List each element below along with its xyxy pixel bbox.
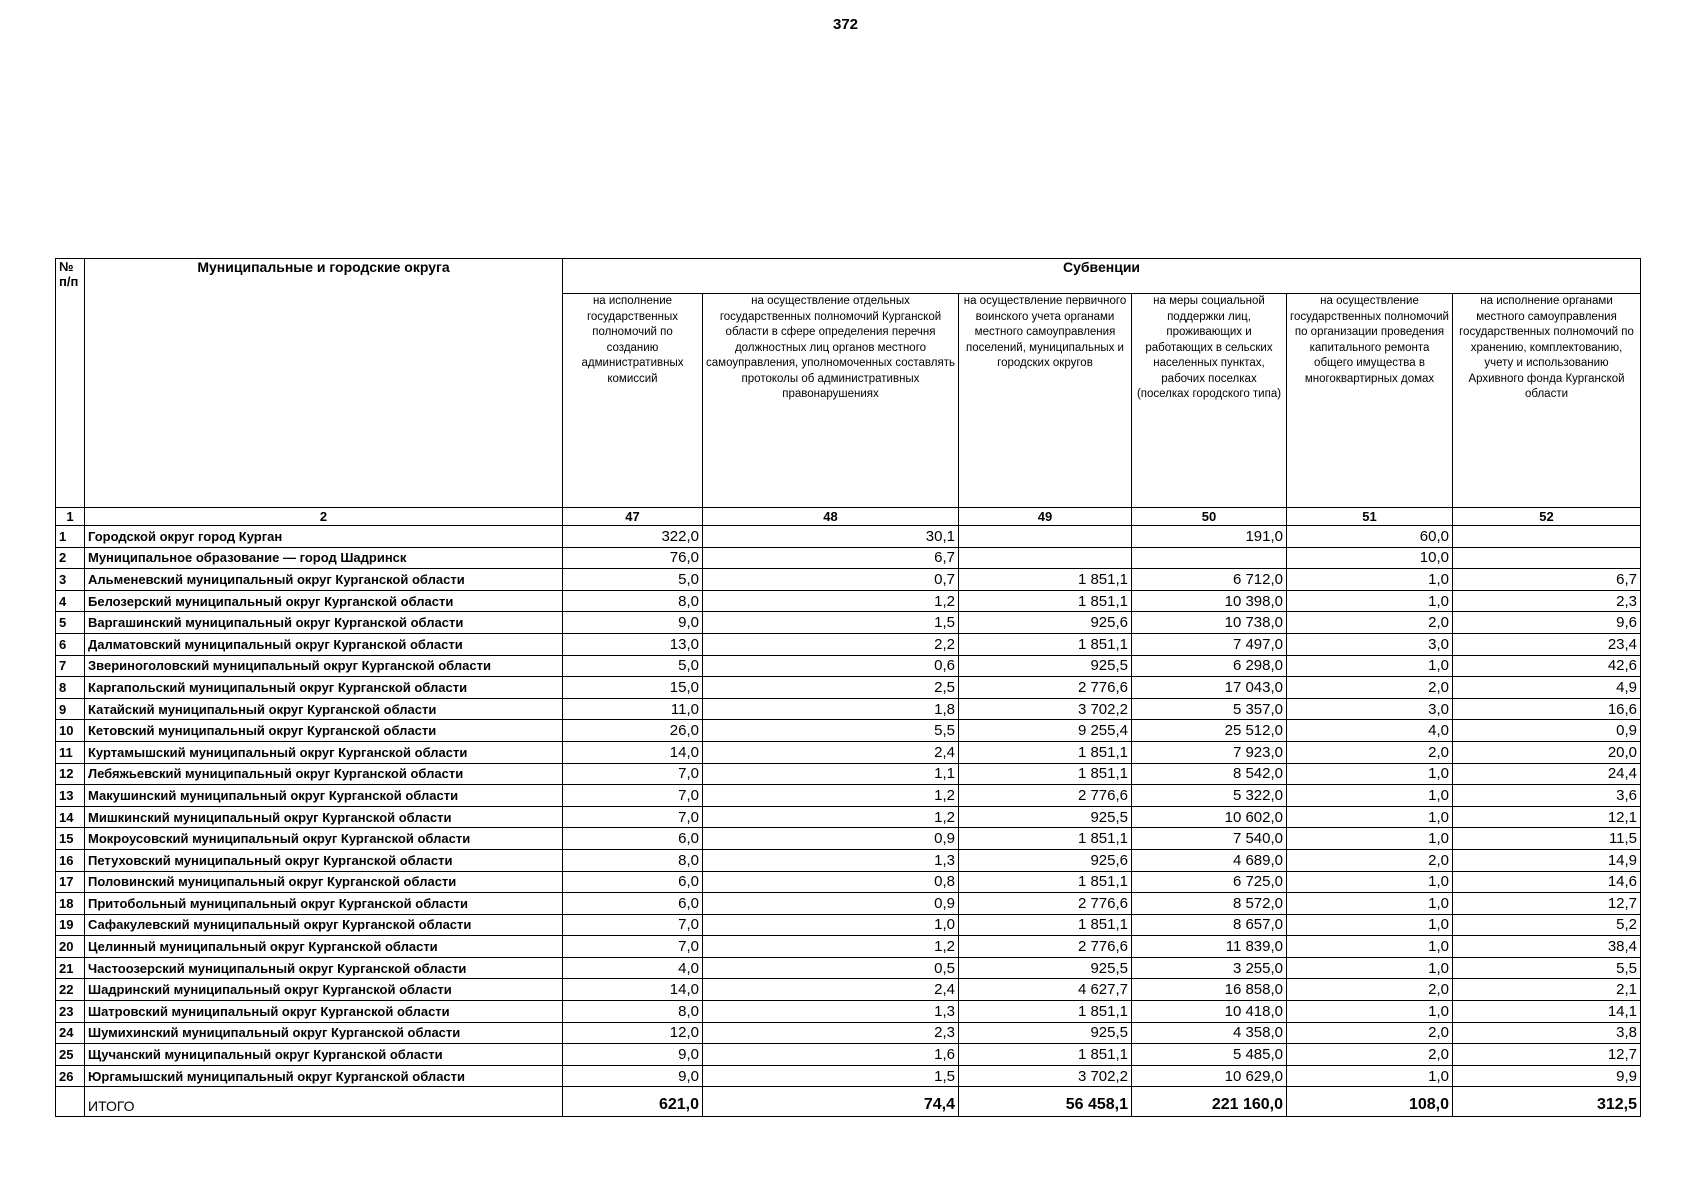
value-cell: 4,0 [1287,720,1453,742]
value-cell [959,526,1132,548]
total-value: 74,4 [703,1087,959,1117]
value-cell: 7,0 [563,785,703,807]
value-cell: 26,0 [563,720,703,742]
table-body [56,526,1641,1087]
value-cell: 0,6 [703,655,959,677]
value-cell: 1 851,1 [959,763,1132,785]
column-number: 2 [85,508,563,526]
value-cell: 1,0 [1287,1001,1453,1023]
value-cell: 322,0 [563,526,703,548]
value-cell: 2,0 [1287,741,1453,763]
value-cell: 1,5 [703,1065,959,1087]
row-number: 20 [56,936,85,958]
value-cell: 1,0 [1287,893,1453,915]
value-cell: 6,0 [563,893,703,915]
value-cell: 10 602,0 [1132,806,1287,828]
okrug-name: Городской округ город Курган [85,526,563,548]
table-row [56,893,1641,915]
value-cell: 1,0 [1287,806,1453,828]
row-number: 18 [56,893,85,915]
value-cell: 3 702,2 [959,698,1132,720]
table-row [56,698,1641,720]
value-cell: 8,0 [563,590,703,612]
value-cell: 2,4 [703,741,959,763]
value-cell: 10,0 [1287,547,1453,569]
value-cell: 2,2 [703,633,959,655]
row-number: 25 [56,1044,85,1066]
value-cell: 16,6 [1453,698,1641,720]
row-number: 12 [56,763,85,785]
value-cell: 0,9 [1453,720,1641,742]
value-cell: 1,0 [1287,785,1453,807]
value-cell: 10 398,0 [1132,590,1287,612]
value-cell: 1,0 [703,914,959,936]
value-cell: 8,0 [563,1001,703,1023]
value-cell: 8 572,0 [1132,893,1287,915]
value-cell: 9,0 [563,1065,703,1087]
value-cell: 1,0 [1287,828,1453,850]
value-cell: 42,6 [1453,655,1641,677]
okrug-name: Щучанский муниципальный округ Курганской области [85,1044,563,1066]
table-row [56,741,1641,763]
table-row [56,1001,1641,1023]
value-cell: 14,0 [563,741,703,763]
value-cell: 191,0 [1132,526,1287,548]
row-number: 2 [56,547,85,569]
column-number-row [56,508,1641,526]
value-cell: 925,6 [959,849,1132,871]
table-row [56,633,1641,655]
row-number: 22 [56,979,85,1001]
value-cell: 30,1 [703,526,959,548]
table-row [56,526,1641,548]
column-number: 50 [1132,508,1287,526]
header-sub-48: на осуществление отдельных государственных полномочий Курганской области в сфере определения перечня должностных лиц органов местного самоуправления, уполномоченных составлять протоколы об административных правонарушениях [703,294,959,508]
page-number: 372 [832,16,859,33]
okrug-name: Каргапольский муниципальный округ Курганской области [85,677,563,699]
header-sub-51: на осуществление государственных полномочий по организации проведения капитального ремонта общего имущества в многоквартирных домах [1287,294,1453,508]
header-num: № п/п [56,259,85,508]
column-number: 47 [563,508,703,526]
value-cell: 2,5 [703,677,959,699]
value-cell: 7 923,0 [1132,741,1287,763]
value-cell: 7,0 [563,763,703,785]
total-value: 221 160,0 [1132,1087,1287,1117]
okrug-name: Мокроусовский муниципальный округ Курганской области [85,828,563,850]
value-cell: 1 851,1 [959,828,1132,850]
okrug-name: Сафакулевский муниципальный округ Курганской области [85,914,563,936]
column-number: 1 [56,508,85,526]
column-number: 49 [959,508,1132,526]
value-cell: 12,1 [1453,806,1641,828]
value-cell: 7,0 [563,806,703,828]
value-cell: 9,6 [1453,612,1641,634]
value-cell: 6 712,0 [1132,569,1287,591]
value-cell: 1 851,1 [959,914,1132,936]
value-cell: 2 776,6 [959,677,1132,699]
value-cell: 5 357,0 [1132,698,1287,720]
okrug-name: Притобольный муниципальный округ Курганской области [85,893,563,915]
value-cell: 13,0 [563,633,703,655]
value-cell: 3,0 [1287,698,1453,720]
header-sub-47: на исполнение государственных полномочий по созданию административных комиссий [563,294,703,508]
value-cell: 2,0 [1287,1022,1453,1044]
okrug-name: Шадринский муниципальный округ Курганской области [85,979,563,1001]
table-row [56,763,1641,785]
header-subventions: Субвенции [563,259,1641,294]
row-number: 1 [56,526,85,548]
table-row [56,655,1641,677]
total-value: 621,0 [563,1087,703,1117]
value-cell: 60,0 [1287,526,1453,548]
row-number: 16 [56,849,85,871]
value-cell: 6,7 [1453,569,1641,591]
value-cell: 10 738,0 [1132,612,1287,634]
value-cell: 10 629,0 [1132,1065,1287,1087]
value-cell: 0,5 [703,957,959,979]
value-cell: 2 776,6 [959,936,1132,958]
value-cell: 2,3 [1453,590,1641,612]
table-row [56,849,1641,871]
value-cell: 2,4 [703,979,959,1001]
value-cell: 1 851,1 [959,633,1132,655]
okrug-name: Далматовский муниципальный округ Курганской области [85,633,563,655]
header-sub-50: на меры социальной поддержки лиц, проживающих и работающих в сельских населенных пунктах, рабочих поселках (поселках городского типа) [1132,294,1287,508]
row-number: 13 [56,785,85,807]
value-cell [1453,547,1641,569]
okrug-name: Юргамышский муниципальный округ Курганской области [85,1065,563,1087]
value-cell: 1,0 [1287,871,1453,893]
value-cell: 14,1 [1453,1001,1641,1023]
value-cell: 1,2 [703,590,959,612]
table-row [56,979,1641,1001]
value-cell: 0,9 [703,828,959,850]
value-cell: 3,0 [1287,633,1453,655]
okrug-name: Звериноголовский муниципальный округ Курганской области [85,655,563,677]
value-cell: 5,5 [1453,957,1641,979]
value-cell: 14,6 [1453,871,1641,893]
value-cell: 12,7 [1453,893,1641,915]
value-cell: 1,0 [1287,590,1453,612]
value-cell: 76,0 [563,547,703,569]
value-cell: 2,1 [1453,979,1641,1001]
value-cell: 2,0 [1287,849,1453,871]
value-cell: 5,0 [563,655,703,677]
value-cell: 1 851,1 [959,1044,1132,1066]
value-cell: 6,0 [563,871,703,893]
value-cell: 1,0 [1287,569,1453,591]
value-cell: 11,0 [563,698,703,720]
value-cell: 1,0 [1287,914,1453,936]
table-row [56,785,1641,807]
value-cell: 0,7 [703,569,959,591]
total-value: 108,0 [1287,1087,1453,1117]
row-number: 10 [56,720,85,742]
value-cell: 25 512,0 [1132,720,1287,742]
table-row [56,612,1641,634]
value-cell: 1,0 [1287,1065,1453,1087]
value-cell: 9,9 [1453,1065,1641,1087]
table-row [56,914,1641,936]
value-cell: 4,0 [563,957,703,979]
row-number: 26 [56,1065,85,1087]
value-cell: 11 839,0 [1132,936,1287,958]
row-number: 15 [56,828,85,850]
okrug-name: Шумихинский муниципальный округ Курганской области [85,1022,563,1044]
value-cell: 1,0 [1287,957,1453,979]
table-row [56,957,1641,979]
value-cell: 4 627,7 [959,979,1132,1001]
value-cell: 925,5 [959,655,1132,677]
value-cell: 6 298,0 [1132,655,1287,677]
value-cell: 12,7 [1453,1044,1641,1066]
value-cell: 1,2 [703,785,959,807]
column-number: 52 [1453,508,1641,526]
okrug-name: Кетовский муниципальный округ Курганской области [85,720,563,742]
value-cell: 3 255,0 [1132,957,1287,979]
okrug-name: Белозерский муниципальный округ Курганской области [85,590,563,612]
okrug-name: Мишкинский муниципальный округ Курганской области [85,806,563,828]
value-cell: 8 657,0 [1132,914,1287,936]
okrug-name: Петуховский муниципальный округ Курганской области [85,849,563,871]
row-number: 24 [56,1022,85,1044]
value-cell: 925,5 [959,1022,1132,1044]
value-cell: 1 851,1 [959,590,1132,612]
column-number: 48 [703,508,959,526]
value-cell: 2,0 [1287,979,1453,1001]
value-cell: 1,5 [703,612,959,634]
table-row [56,936,1641,958]
value-cell: 1,0 [1287,763,1453,785]
value-cell: 1,8 [703,698,959,720]
value-cell: 1,0 [1287,936,1453,958]
okrug-name: Макушинский муниципальный округ Курганской области [85,785,563,807]
value-cell: 925,5 [959,806,1132,828]
header-okrug: Муниципальные и городские округа [85,259,563,508]
value-cell: 3,8 [1453,1022,1641,1044]
row-number: 3 [56,569,85,591]
table-row [56,806,1641,828]
row-number: 14 [56,806,85,828]
total-row [56,1087,1641,1117]
value-cell: 5,2 [1453,914,1641,936]
value-cell: 5 485,0 [1132,1044,1287,1066]
value-cell: 11,5 [1453,828,1641,850]
table-row [56,590,1641,612]
value-cell: 2,0 [1287,612,1453,634]
row-number: 17 [56,871,85,893]
okrug-name: Лебяжьевский муниципальный округ Курганской области [85,763,563,785]
total-value: 56 458,1 [959,1087,1132,1117]
value-cell: 4,9 [1453,677,1641,699]
value-cell: 2 776,6 [959,893,1132,915]
row-number: 11 [56,741,85,763]
okrug-name: Варгашинский муниципальный округ Курганской области [85,612,563,634]
column-number: 51 [1287,508,1453,526]
value-cell: 8,0 [563,849,703,871]
value-cell: 38,4 [1453,936,1641,958]
value-cell: 7,0 [563,936,703,958]
table-row [56,871,1641,893]
value-cell: 1,6 [703,1044,959,1066]
value-cell: 14,0 [563,979,703,1001]
value-cell: 24,4 [1453,763,1641,785]
value-cell: 16 858,0 [1132,979,1287,1001]
okrug-name: Альменевский муниципальный округ Курганской области [85,569,563,591]
value-cell: 23,4 [1453,633,1641,655]
value-cell: 2,0 [1287,677,1453,699]
header-sub-52: на исполнение органами местного самоуправления государственных полномочий по хранению, комплектованию, учету и использованию Архивного фонда Курганской области [1453,294,1641,508]
row-number: 9 [56,698,85,720]
value-cell: 12,0 [563,1022,703,1044]
value-cell: 5,0 [563,569,703,591]
value-cell: 0,8 [703,871,959,893]
table-row [56,547,1641,569]
value-cell: 6,0 [563,828,703,850]
value-cell: 1,3 [703,849,959,871]
value-cell: 14,9 [1453,849,1641,871]
value-cell: 925,6 [959,612,1132,634]
row-number: 21 [56,957,85,979]
value-cell: 9,0 [563,1044,703,1066]
value-cell: 6,7 [703,547,959,569]
value-cell: 0,9 [703,893,959,915]
value-cell: 2,0 [1287,1044,1453,1066]
row-number: 6 [56,633,85,655]
okrug-name: Шатровский муниципальный округ Курганской области [85,1001,563,1023]
okrug-name: Муниципальное образование — город Шадринск [85,547,563,569]
value-cell: 1,2 [703,806,959,828]
value-cell: 15,0 [563,677,703,699]
value-cell: 4 689,0 [1132,849,1287,871]
value-cell: 9 255,4 [959,720,1132,742]
table-row [56,1065,1641,1087]
row-number: 5 [56,612,85,634]
value-cell: 1,2 [703,936,959,958]
value-cell: 20,0 [1453,741,1641,763]
value-cell: 1,0 [1287,655,1453,677]
value-cell: 5,5 [703,720,959,742]
value-cell: 3,6 [1453,785,1641,807]
value-cell: 7 540,0 [1132,828,1287,850]
value-cell: 4 358,0 [1132,1022,1287,1044]
value-cell: 3 702,2 [959,1065,1132,1087]
value-cell: 1,3 [703,1001,959,1023]
value-cell: 925,5 [959,957,1132,979]
value-cell: 10 418,0 [1132,1001,1287,1023]
value-cell: 1 851,1 [959,569,1132,591]
value-cell: 2 776,6 [959,785,1132,807]
okrug-name: Половинский муниципальный округ Курганской области [85,871,563,893]
row-number: 4 [56,590,85,612]
value-cell: 1 851,1 [959,1001,1132,1023]
row-number: 8 [56,677,85,699]
total-value: 312,5 [1453,1087,1641,1117]
value-cell [1453,526,1641,548]
okrug-name: Целинный муниципальный округ Курганской области [85,936,563,958]
value-cell: 8 542,0 [1132,763,1287,785]
value-cell: 1 851,1 [959,741,1132,763]
table-row [56,1022,1641,1044]
value-cell: 7 497,0 [1132,633,1287,655]
okrug-name: Куртамышский муниципальный округ Курганской области [85,741,563,763]
table-row [56,828,1641,850]
table-row [56,1044,1641,1066]
value-cell: 1,1 [703,763,959,785]
table-row [56,569,1641,591]
okrug-name: Частоозерский муниципальный округ Курганской области [85,957,563,979]
total-row-num [56,1087,85,1117]
row-number: 19 [56,914,85,936]
total-label: ИТОГО [85,1087,563,1117]
okrug-name: Катайский муниципальный округ Курганской области [85,698,563,720]
value-cell: 2,3 [703,1022,959,1044]
value-cell: 5 322,0 [1132,785,1287,807]
value-cell [1132,547,1287,569]
row-number: 7 [56,655,85,677]
table-row [56,720,1641,742]
row-number: 23 [56,1001,85,1023]
value-cell: 6 725,0 [1132,871,1287,893]
value-cell: 9,0 [563,612,703,634]
value-cell [959,547,1132,569]
value-cell: 17 043,0 [1132,677,1287,699]
value-cell: 7,0 [563,914,703,936]
value-cell: 1 851,1 [959,871,1132,893]
table-row [56,677,1641,699]
header-sub-49: на осуществление первичного воинского учета органами местного самоуправления поселений, муниципальных и городских округов [959,294,1132,508]
subventions-table [55,258,1641,1117]
